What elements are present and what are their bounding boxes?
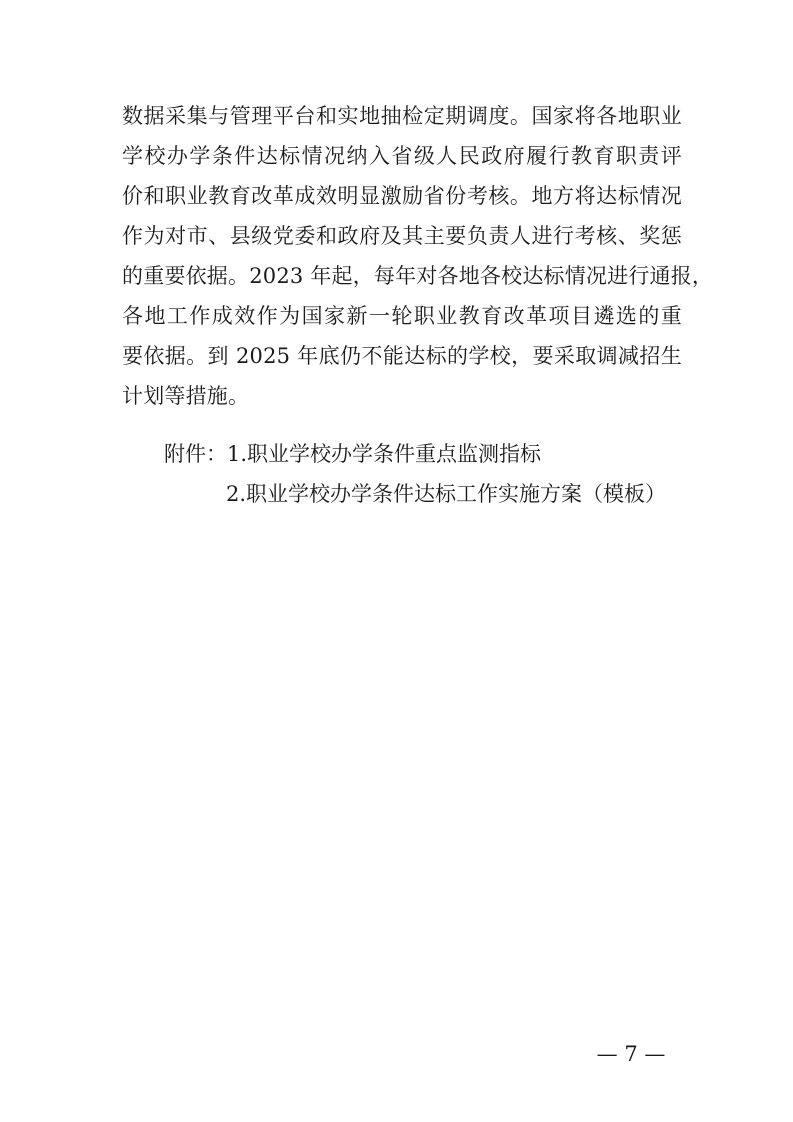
paragraph-line: 作为对市、县级党委和政府及其主要负责人进行考核、奖惩	[122, 224, 682, 248]
page-number: — 7 —	[596, 1042, 666, 1066]
attachments-list	[164, 434, 704, 514]
attachment-item: 2.职业学校办学条件达标工作实施方案（模板）	[226, 482, 667, 506]
paragraph-line: 要依据。到 2025 年底仍不能达标的学校，要采取调减招生	[122, 344, 682, 368]
paragraph-line: 各地工作成效作为国家新一轮职业教育改革项目遴选的重	[122, 304, 682, 328]
paragraph-line: 数据采集与管理平台和实地抽检定期调度。国家将各地职业	[122, 104, 682, 128]
paragraph-line: 计划等措施。	[122, 384, 250, 408]
attachment-item: 附件：1.职业学校办学条件重点监测指标	[164, 442, 542, 466]
paragraph-line: 的重要依据。2023 年起，每年对各地各校达标情况进行通报，	[122, 264, 714, 288]
body-paragraph	[122, 96, 714, 416]
paragraph-line: 学校办学条件达标情况纳入省级人民政府履行教育职责评	[122, 144, 682, 168]
paragraph-line: 价和职业教育改革成效明显激励省份考核。地方将达标情况	[122, 184, 682, 208]
